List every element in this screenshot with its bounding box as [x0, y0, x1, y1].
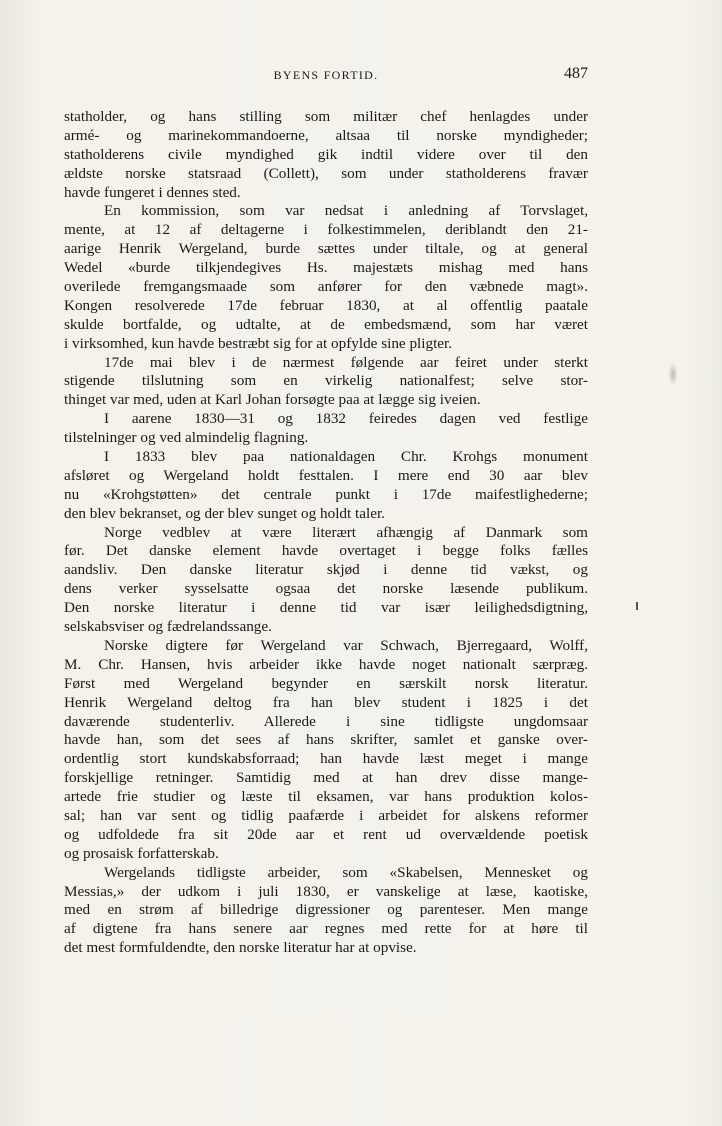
text-line: En kommission, som var nedsat i anledning af Torvslaget, — [104, 202, 588, 220]
text-line: I 1833 blev paa nationaldagen Chr. Krohgs monument — [104, 448, 588, 466]
text-line: statholderens civile myndighed gik indtil videre over til den — [64, 145, 588, 163]
text-line: af digtene fra hans senere aar regnes med rette for at høre til — [64, 920, 588, 938]
text-line: ordentlig stort kundskabsforraad; han havde læst meget i mange — [64, 750, 588, 768]
text-line: med en strøm af billedrige digressioner og parenteser. Men mange — [64, 901, 588, 919]
text-line: Henrik Wergeland deltog fra han blev student i 1825 i det — [64, 693, 588, 711]
body-text — [64, 108, 588, 958]
text-line: stigende tilslutning som en virkelig nationalfest; selve stor- — [64, 372, 588, 390]
text-line: Wedel «burde tilkjendegives Hs. majestæts mishag med hans — [64, 259, 588, 277]
text-line: nu «Krohgstøtten» det centrale punkt i 17de maifestlighederne; — [64, 485, 588, 503]
text-line: skulde bortfalde, og udtalte, at de embedsmænd, som har været — [64, 315, 588, 333]
running-title: BYENS FORTID. — [273, 68, 379, 82]
text-line: den blev bekranset, og der blev sunget og holdt taler. — [64, 504, 385, 522]
text-line: selskabsviser og fædrelandssange. — [64, 618, 272, 636]
page-number: 487 — [564, 65, 588, 82]
text-line: før. Det danske element havde overtaget i begge folks fælles — [64, 542, 588, 560]
text-line: Kongen resolverede 17de februar 1830, at al offentlig paatale — [64, 296, 588, 314]
text-line: det mest formfuldendte, den norske literatur har at opvise. — [64, 939, 417, 957]
text-line: afsløret og Wergeland holdt festtalen. I mere end 30 aar blev — [64, 466, 588, 484]
text-line: i virksomhed, kun havde bestræbt sig for at opfylde sine pligter. — [64, 334, 453, 352]
text-line: havde fungeret i dennes sted. — [64, 183, 241, 201]
text-line: armé- og marinekommandoerne, altsaa til norske myndigheder; — [64, 126, 588, 144]
text-line: forskjellige retninger. Samtidig med at han drev disse mange- — [64, 769, 588, 787]
text-line: artede frie studier og læste til eksamen, var hans produktion kolos- — [64, 788, 588, 806]
text-line: overilede fremgangsmaade som anfører for den væbnede magt». — [64, 278, 588, 296]
text-line: aandsliv. Den danske literatur skjød i denne tid vækst, og — [64, 561, 588, 579]
text-line: ældste norske statsraad (Collett), som under statholderens fravær — [64, 164, 588, 182]
text-line: havde han, som det sees af hans skrifter, samlet et ganske over- — [64, 731, 588, 749]
paper-stain — [668, 362, 678, 386]
text-line: thinget var med, uden at Karl Johan forsøgte paa at lægge sig iveien. — [64, 391, 481, 409]
text-line: Wergelands tidligste arbeider, som «Skabelsen, Mennesket og — [104, 863, 588, 881]
text-line: tilstelninger og ved almindelig flagning. — [64, 429, 309, 447]
text-line: mente, at 12 af deltagerne i folkestimmelen, deriblandt den 21- — [64, 221, 588, 239]
text-line: Messias,» der udkom i juli 1830, er vanskelige at læse, kaotiske, — [64, 882, 588, 900]
text-line: Først med Wergeland begynder en særskilt norsk literatur. — [64, 674, 588, 692]
text-line: Norge vedblev at være literært afhængig af Danmark som — [104, 523, 588, 541]
margin-mark — [636, 602, 638, 610]
text-line: daværende studenterliv. Allerede i sine tidligste ungdomsaar — [64, 712, 588, 730]
page-header — [64, 65, 588, 90]
text-line: Den norske literatur i denne tid var især leilighedsdigtning, — [64, 599, 588, 617]
text-line: aarige Henrik Wergeland, burde sættes under tiltale, og at general — [64, 240, 588, 258]
text-line: Norske digtere før Wergeland var Schwach, Bjerregaard, Wolff, — [104, 636, 588, 654]
text-line: dens verker sysselsatte ogsaa det norske læsende publikum. — [64, 580, 588, 598]
text-line: statholder, og hans stilling som militær chef henlagdes under — [64, 108, 588, 125]
text-line: sal; han var sent og tidlig paafærde i arbeidet for alskens reformer — [64, 806, 588, 824]
text-line: M. Chr. Hansen, hvis arbeider ikke havde noget nationalt særpræg. — [64, 655, 588, 673]
text-line: I aarene 1830—31 og 1832 feiredes dagen ved festlige — [104, 410, 588, 428]
text-line: og udfoldede fra sit 20de aar et rent ud overvældende poetisk — [64, 825, 588, 843]
text-line: og prosaisk forfatterskab. — [64, 844, 219, 862]
text-line: 17de mai blev i de nærmest følgende aar feiret under sterkt — [104, 353, 588, 371]
